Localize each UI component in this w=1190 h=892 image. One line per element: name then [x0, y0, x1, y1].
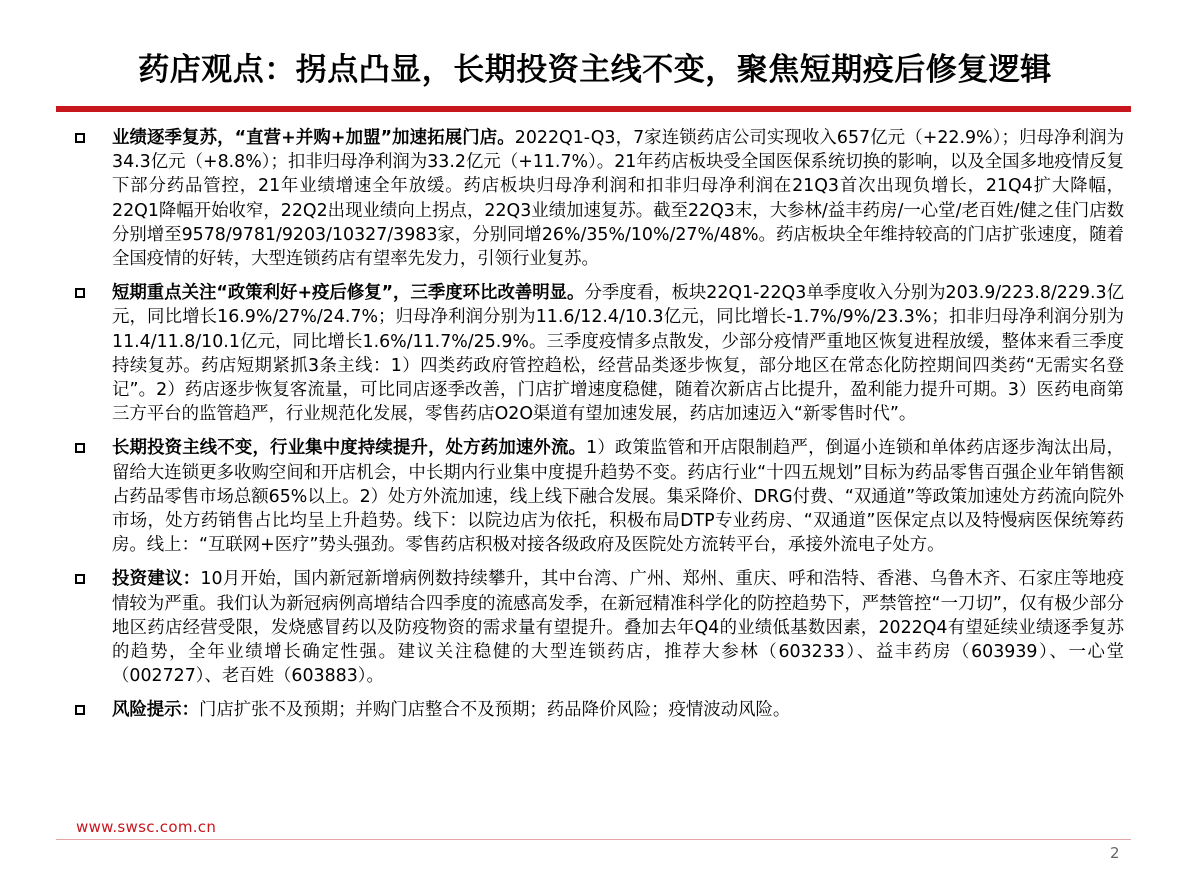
bullet-short-term-focus — [72, 281, 1124, 426]
bullet-investment-advice — [72, 567, 1124, 688]
square-bullet-icon — [75, 705, 85, 715]
content-body — [72, 126, 1124, 733]
square-bullet-icon — [75, 443, 85, 453]
bullet-performance-recovery — [72, 126, 1124, 271]
bullet-text: 2022Q1-Q3，7家连锁药店公司实现收入657亿元（+22.9%）；归母净利润为34.3亿元（+8.8%）；扣非归母净利润为33.2亿元（+11.7%）。21年药店板块受全国医保系统切换的影响，以及全国多地疫情反复下部分药品管控，21年业绩增速全年放缓。药店板块归母净利润和扣非归母净利润在21Q3首次出现负增长，21Q4扩大降幅，22Q1降幅开始收窄，22Q2出现业绩向上拐点，22Q3业绩加速复苏。截至22Q3末，大参林/益丰药房/一心堂/老百姓/健之佳门店数分别增至9578/9781/9203/10327/3983家，分别同增26%/35%/10%/27%/48%。药店板块全年维持较高的门店扩张速度，随着全国疫情的好转，大型连锁药店有望率先发力，引领行业复苏。 — [112, 128, 1124, 270]
bullet-lead: 短期重点关注“政策利好+疫后修复”，三季度环比改善明显。 — [112, 283, 585, 304]
footer-divider — [56, 839, 1131, 840]
bullet-lead: 风险提示： — [112, 700, 199, 721]
square-bullet-icon — [75, 133, 85, 143]
bullet-lead: 业绩逐季复苏，“直营+并购+加盟”加速拓展门店。 — [112, 128, 515, 148]
bullet-lead: 长期投资主线不变，行业集中度持续提升，处方药加速外流。 — [112, 438, 587, 459]
square-bullet-icon — [75, 288, 85, 298]
title-divider — [56, 106, 1131, 112]
bullet-text: 1）政策监管和开店限制趋严，倒逼小连锁和单体药店逐步淘汰出局，留给大连锁更多收购空间和开店机会，中长期内行业集中度提升趋势不变。药店行业“十四五规划”目标为药品零售百强企业年销售额占药品零售市场总额65%以上。2）处方外流加速，线上线下融合发展。集采降价、DRG付费、“双通道”等政策加速处方药流向院外市场，处方药销售占比均呈上升趋势。线下：以院边店为依托，积极布局DTP专业药房、“双通道”医保定点以及特慢病医保统筹药房。线上：“互联网+医疗”势头强劲。零售药店积极对接各级政府及医院处方流转平台，承接外流电子处方。 — [112, 438, 1124, 556]
bullet-lead: 投资建议： — [112, 569, 201, 590]
bullet-text: 门店扩张不及预期；并购门店整合不及预期；药品降价风险；疫情波动风险。 — [198, 700, 791, 721]
bullet-text: 分季度看，板块22Q1-22Q3单季度收入分别为203.9/223.8/229.3亿元，同比增长16.9%/27%/24.7%；归母净利润分别为11.6/12.4/10.3亿元，同比增长-1.7%/9%/23.3%；扣非归母净利润分别为11.4/11.8/10.1亿元，同比增长1.6%/11.7%/25.9%。三季度疫情多点散发，少部分疫情严重地区恢复进程放缓，整体来看三季度持续复苏。药店短期紧抓3条主线：1）四类药政府管控趋松，经营品类逐步恢复，部分地区在常态化防控期间四类药“无需实名登记”。2）药店逐步恢复客流量，可比同店逐季改善，门店扩增速度稳健，随着次新店占比提升，盈利能力提升可期。3）医药电商第三方平台的监管趋严，行业规范化发展，零售药店O2O渠道有望加速发展，药店加速迈入“新零售时代”。 — [112, 283, 1124, 425]
bullet-risk-warning — [72, 698, 1124, 722]
square-bullet-icon — [75, 574, 85, 584]
footer-website-link[interactable]: www.swsc.com.cn — [76, 818, 217, 836]
page-title: 药店观点：拐点凸显，长期投资主线不变，聚焦短期疫后修复逻辑 — [138, 52, 1052, 88]
page-number: 2 — [1110, 844, 1120, 862]
bullet-text: 10月开始，国内新冠新增病例数持续攀升，其中台湾、广州、郑州、重庆、呼和浩特、香港、乌鲁木齐、石家庄等地疫情较为严重。我们认为新冠病例高增结合四季度的流感高发季，在新冠精准科学化的防控趋势下，严禁管控“一刀切”，仅有极少部分地区药店经营受限，发烧感冒药以及防疫物资的需求量有望提升。叠加去年Q4的业绩低基数因素，2022Q4有望延续业绩逐季复苏的趋势，全年业绩增长确定性强。建议关注稳健的大型连锁药店，推荐大参林（603233）、益丰药房（603939）、一心堂（002727）、老百姓（603883）。 — [112, 569, 1124, 687]
bullet-long-term-thesis — [72, 436, 1124, 557]
